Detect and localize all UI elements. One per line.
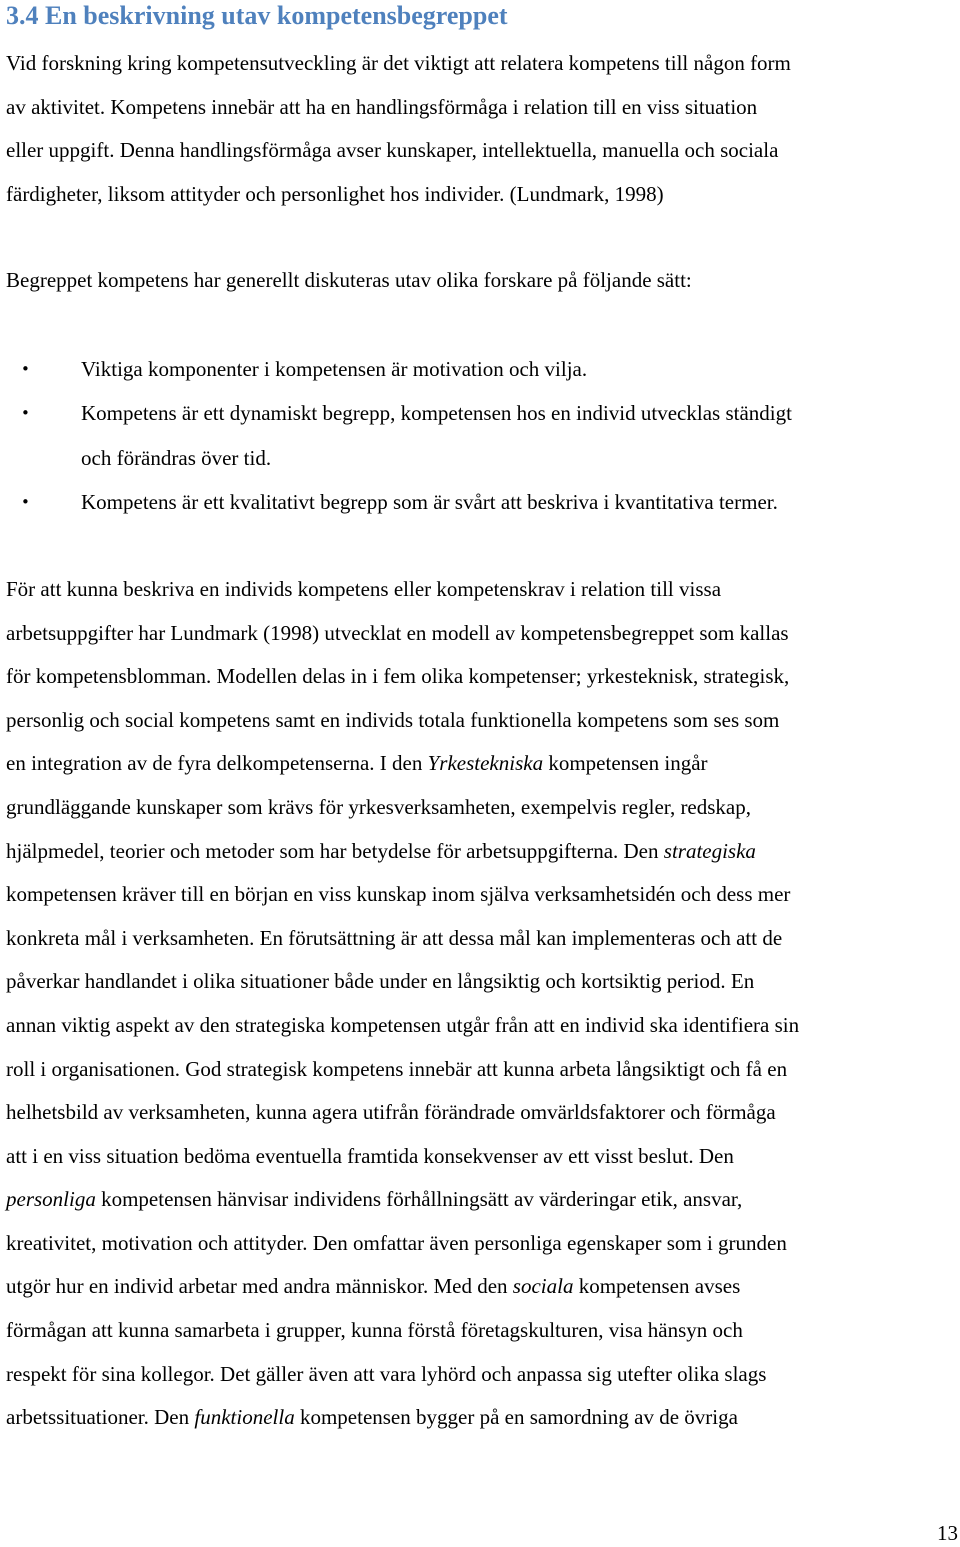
text-line: För att kunna beskriva en individs kompetens eller kompetenskrav i relation till vissa [6, 576, 722, 601]
text-line: eller uppgift. Denna handlingsförmåga avser kunskaper, intellektuella, manuella och sociala [6, 138, 779, 163]
list-item [6, 480, 958, 525]
bullet-icon: • [21, 493, 30, 512]
bullet-list [6, 347, 958, 525]
text-line [6, 742, 958, 786]
text-line: Viktiga komponenter i kompetensen är motivation och vilja. [81, 356, 588, 381]
italic-term: sociala [512, 1274, 574, 1299]
text-run: kompetensen bygger på en samordning av de övriga [294, 1405, 738, 1430]
text-line: respekt för sina kollegor. Det gäller även att vara lyhörd och anpassa sig utefter olika slags [6, 1361, 767, 1386]
text-line: förmågan att kunna samarbeta i grupper, kunna förstå företagskulturen, visa hänsyn och [6, 1318, 743, 1343]
text-run: utgör hur en individ arbetar med andra människor. Med den [6, 1274, 513, 1299]
text-line: kreativitet, motivation och attityder. Den omfattar även personliga egenskaper som i grunden [6, 1230, 787, 1255]
text-line: helhetsbild av verksamheten, kunna agera utifrån förändrade omvärldsfaktorer och förmåga [6, 1100, 776, 1125]
text-line: grundläggande kunskaper som krävs för yrkesverksamheten, exempelvis regler, redskap, [6, 794, 751, 819]
text-line [6, 1178, 958, 1222]
bullet-icon: • [21, 404, 30, 423]
list-item [6, 391, 958, 480]
italic-term: strategiska [663, 838, 756, 863]
text-line: roll i organisationen. God strategisk kompetens innebär att kunna arbeta långsiktigt och få en [6, 1056, 788, 1081]
text-line: kompetensen kräver till en början en viss kunskap inom själva verksamhetsidén och dess mer [6, 882, 791, 907]
text-run: kompetensen ingår [543, 751, 708, 776]
text-run: arbetssituationer. Den [6, 1405, 195, 1430]
list-item [6, 347, 958, 392]
section-heading: 3.4 En beskrivning utav kompetensbegreppet [6, 1, 508, 30]
text-line: påverkar handlandet i olika situationer både under en långsiktig och kortsiktig period. En [6, 969, 755, 994]
text-line: Vid forskning kring kompetensutveckling är det viktigt att relatera kompetens till någon form [6, 51, 791, 75]
text-run: kompetensen hänvisar individens förhållningsätt av värderingar etik, ansvar, [95, 1187, 743, 1212]
text-line [6, 1396, 958, 1440]
text-line: av aktivitet. Kompetens innebär att ha en handlingsförmåga i relation till en viss situation [6, 94, 758, 119]
text-line: färdigheter, liksom attityder och personlighet hos individer. (Lundmark, 1998) [6, 181, 664, 206]
text-line: annan viktig aspekt av den strategiska kompetensen utgår från att en individ ska identifiera sin [6, 1012, 800, 1037]
text-line: arbetsuppgifter har Lundmark (1998) utvecklat en modell av kompetensbegreppet som kallas [6, 620, 789, 645]
text-line [6, 830, 958, 874]
text-line: Kompetens är ett kvalitativt begrepp som är svårt att beskriva i kvantitativa termer. [81, 490, 778, 515]
text-run: en integration av de fyra delkompetenserna. I den [6, 751, 428, 776]
text-run: kompetensen avses [573, 1274, 741, 1299]
text-line: att i en viss situation bedöma eventuella framtida konsekvenser av ett visst beslut. Den [6, 1143, 734, 1168]
document-page [6, 0, 958, 1440]
paragraph-competence-flower [6, 568, 958, 1440]
text-line: personlig och social kompetens samt en individs totala funktionella kompetens som ses som [6, 707, 780, 732]
text-line [6, 1265, 958, 1309]
italic-term: funktionella [194, 1405, 295, 1430]
italic-term: personliga [6, 1187, 96, 1212]
text-line: och förändras över tid. [81, 445, 272, 470]
text-run: hjälpmedel, teorier och metoder som har betydelse för arbetsuppgifterna. Den [6, 838, 664, 863]
text-line: Kompetens är ett dynamiskt begrepp, kompetensen hos en individ utvecklas ständigt [81, 401, 792, 426]
paragraph-list-intro: Begreppet kompetens har generellt diskuteras utav olika forskare på följande sätt: [6, 268, 692, 293]
bullet-icon: • [21, 359, 30, 378]
paragraph-intro [6, 42, 958, 216]
italic-term: Yrkestekniska [427, 751, 544, 776]
page-number: 13 [937, 1521, 958, 1545]
text-line: konkreta mål i verksamheten. En förutsättning är att dessa mål kan implementeras och att de [6, 925, 783, 950]
text-line: för kompetensblomman. Modellen delas in i fem olika kompetenser; yrkesteknisk, strategisk, [6, 664, 790, 689]
